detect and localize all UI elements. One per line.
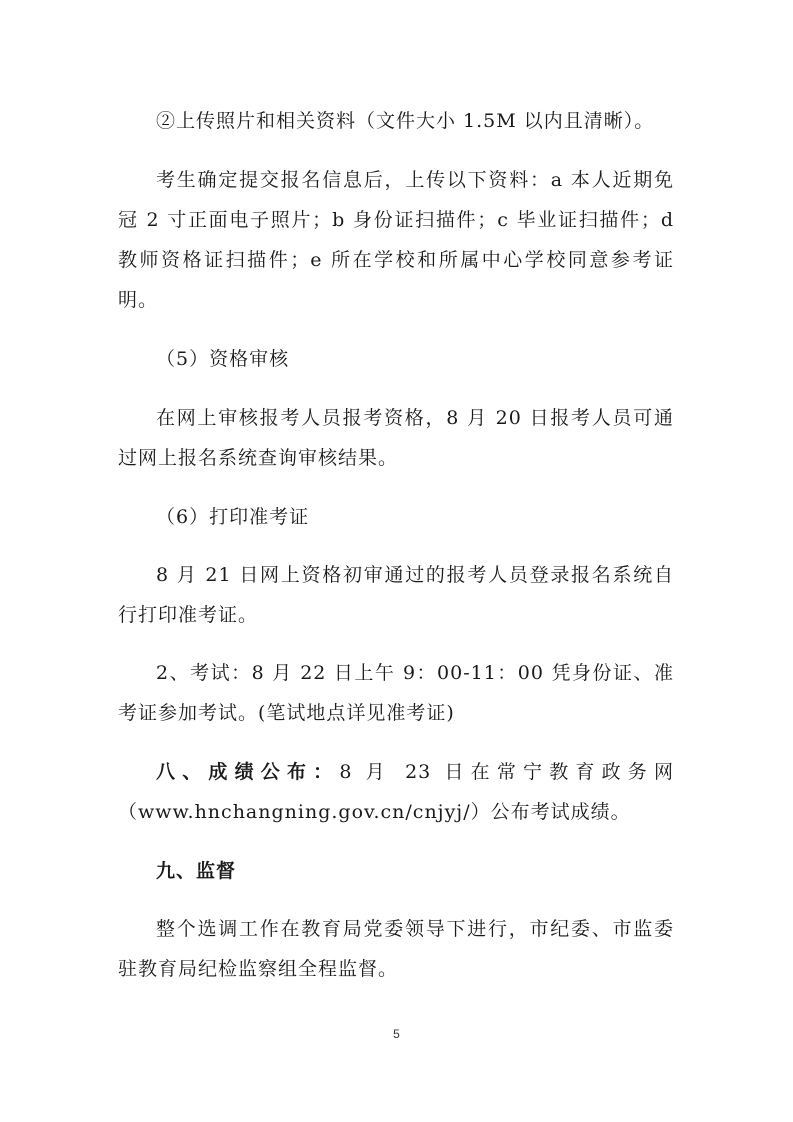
qualification-review-paragraph: 在网上审核报考人员报考资格，8 月 20 日报考人员可通过网上报名系统查询审核结果。 [118,407,674,469]
print-admission-paragraph: 8 月 21 日网上资格初审通过的报考人员登录报名系统自行打印准考证。 [118,564,674,626]
upload-photo-item: ②上传照片和相关资料（文件大小 1.5M 以内且清晰）。 [156,110,655,132]
score-announcement-heading: 八、成绩公布： [156,761,340,783]
score-announcement-paragraph [118,752,674,832]
exam-paragraph: 2、考试：8 月 22 日上午 9：00-11：00 凭身份证、准考证参加考试。(笔试地点详见准考证) [118,662,674,724]
qualification-review-heading: （5）资格审核 [156,348,290,370]
score-announcement-text: 8 月 23 日在常宁教育政务网（www.hnchangning.gov.cn/cnjyj/）公布考试成绩。 [118,761,674,823]
supervision-paragraph: 整个选调工作在教育局党委领导下进行，市纪委、市监委驻教育局纪检监察组全程监督。 [118,918,674,980]
upload-materials-paragraph: 考生确定提交报名信息后，上传以下资料：a 本人近期免冠 2 寸正面电子照片；b 身份证扫描件；c 毕业证扫描件；d 教师资格证扫描件；e 所在学校和所属中心学校同意参考证明。 [118,169,674,311]
print-admission-heading: （6）打印准考证 [156,506,310,528]
supervision-heading: 九、监督 [156,860,237,882]
page-number: 5 [393,1027,400,1041]
